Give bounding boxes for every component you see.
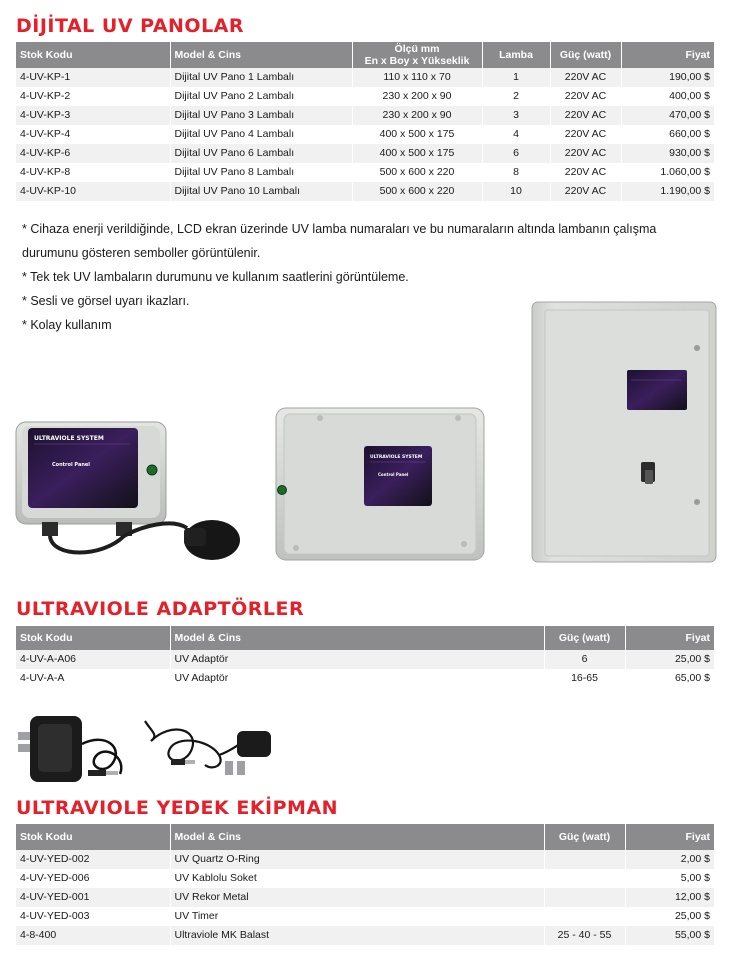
cell-code: 4-UV-YED-006 [16,869,170,888]
header-power: Güç (watt) [550,42,621,68]
table-row [16,650,714,669]
cell-model: UV Timer [170,907,544,926]
cell-code: 4-UV-KP-3 [16,106,170,125]
cell-price: 55,00 $ [625,926,714,945]
table-row [16,669,714,688]
cell-model: Dijital UV Pano 10 Lambalı [170,182,352,201]
header-price: Fiyat [621,42,714,68]
cell-size: 400 x 500 x 175 [352,144,482,163]
cell-model: UV Rekor Metal [170,888,544,907]
cell-code: 4-UV-KP-6 [16,144,170,163]
table-row [16,144,714,163]
table-row [16,87,714,106]
adapters-header-row [16,626,714,650]
cell-lamp: 3 [482,106,550,125]
cell-price: 930,00 $ [621,144,714,163]
cell-price: 2,00 $ [625,850,714,869]
feature-line: * Tek tek UV lambaların durumunu ve kullanım saatlerini görüntüleme. [22,270,409,284]
table-row [16,182,714,201]
feature-line: * Kolay kullanım [22,318,112,332]
cell-lamp: 8 [482,163,550,182]
table-row [16,926,714,945]
cell-power: 220V AC [550,163,621,182]
small-panel-image [12,418,257,568]
header-model: Model & Cins [170,824,544,850]
header-code: Stok Kodu [16,626,170,650]
header-price: Fiyat [625,626,714,650]
cell-size: 500 x 600 x 220 [352,182,482,201]
header-size [352,42,482,68]
table-row [16,869,714,888]
cell-lamp: 1 [482,68,550,87]
table-row [16,850,714,869]
cell-price: 190,00 $ [621,68,714,87]
cell-price: 400,00 $ [621,87,714,106]
cell-code: 4-UV-YED-003 [16,907,170,926]
cell-price: 660,00 $ [621,125,714,144]
cell-code: 4-UV-KP-2 [16,87,170,106]
feature-line: durumunu gösteren semboller görüntülenir. [22,246,261,260]
adapter-image-2 [141,711,281,785]
cell-power: 6 [544,650,625,669]
table-row [16,68,714,87]
device2-brand-label: ULTRAVIOLE SYSTEM [370,455,423,460]
table-row [16,106,714,125]
spares-title: ULTRAVIOLE YEDEK EKİPMAN [16,797,339,819]
cell-model: UV Adaptör [170,669,544,688]
cell-lamp: 10 [482,182,550,201]
cell-code: 4-UV-YED-002 [16,850,170,869]
header-power: Güç (watt) [544,824,625,850]
cell-power: 220V AC [550,182,621,201]
cell-code: 4-8-400 [16,926,170,945]
large-panel-image [531,300,717,564]
adapters-table [16,626,714,688]
cell-model: Ultraviole MK Balast [170,926,544,945]
cell-power: 220V AC [550,125,621,144]
panels-header-row [16,42,714,68]
device1-panel-label: Control Panel [52,462,90,468]
cell-code: 4-UV-A-A06 [16,650,170,669]
cell-power [544,888,625,907]
cell-price: 5,00 $ [625,869,714,888]
table-row [16,163,714,182]
cell-size: 230 x 200 x 90 [352,106,482,125]
cell-power: 25 - 40 - 55 [544,926,625,945]
table-row [16,888,714,907]
panels-table [16,42,714,201]
cell-power [544,907,625,926]
cell-price: 25,00 $ [625,650,714,669]
cell-size: 400 x 500 x 175 [352,125,482,144]
adapter-image-1 [16,704,132,790]
cell-price: 12,00 $ [625,888,714,907]
cell-code: 4-UV-YED-001 [16,888,170,907]
header-code: Stok Kodu [16,42,170,68]
medium-panel-image [274,404,488,562]
cell-power [544,869,625,888]
header-lamp: Lamba [482,42,550,68]
feature-line: * Sesli ve görsel uyarı ikazları. [22,294,190,308]
header-code: Stok Kodu [16,824,170,850]
cell-power: 220V AC [550,106,621,125]
cell-price: 1.060,00 $ [621,163,714,182]
cell-price: 25,00 $ [625,907,714,926]
cell-power: 220V AC [550,144,621,163]
table-row [16,907,714,926]
cell-lamp: 4 [482,125,550,144]
header-size-line1: Ölçü mm [394,43,440,55]
cell-code: 4-UV-KP-8 [16,163,170,182]
cell-model: Dijital UV Pano 4 Lambalı [170,125,352,144]
cell-size: 500 x 600 x 220 [352,163,482,182]
header-size-line2: En x Boy x Yükseklik [364,55,470,67]
header-power: Güç (watt) [544,626,625,650]
table-row [16,125,714,144]
cell-power: 16-65 [544,669,625,688]
spares-table [16,824,714,945]
cell-size: 110 x 110 x 70 [352,68,482,87]
cell-power: 220V AC [550,87,621,106]
cell-code: 4-UV-KP-1 [16,68,170,87]
device2-panel-label: Control Panel [378,472,409,477]
cell-model: Dijital UV Pano 2 Lambalı [170,87,352,106]
cell-model: UV Kablolu Soket [170,869,544,888]
panels-title: DİJİTAL UV PANOLAR [16,15,245,37]
cell-size: 230 x 200 x 90 [352,87,482,106]
header-price: Fiyat [625,824,714,850]
cell-code: 4-UV-KP-10 [16,182,170,201]
cell-model: Dijital UV Pano 3 Lambalı [170,106,352,125]
cell-lamp: 2 [482,87,550,106]
header-model: Model & Cins [170,42,352,68]
header-model: Model & Cins [170,626,544,650]
spares-header-row [16,824,714,850]
cell-price: 470,00 $ [621,106,714,125]
device1-brand-label: ULTRAVIOLE SYSTEM [34,435,104,442]
cell-power [544,850,625,869]
cell-price: 1.190,00 $ [621,182,714,201]
cell-model: Dijital UV Pano 8 Lambalı [170,163,352,182]
cell-price: 65,00 $ [625,669,714,688]
feature-line: * Cihaza enerji verildiğinde, LCD ekran üzerinde UV lamba numaraları ve bu numaraların altında lambanın çalışma [22,222,657,236]
cell-model: Dijital UV Pano 6 Lambalı [170,144,352,163]
cell-code: 4-UV-KP-4 [16,125,170,144]
cell-model: UV Quartz O-Ring [170,850,544,869]
cell-power: 220V AC [550,68,621,87]
cell-model: Dijital UV Pano 1 Lambalı [170,68,352,87]
adapters-title: ULTRAVIOLE ADAPTÖRLER [16,598,305,620]
cell-model: UV Adaptör [170,650,544,669]
cell-lamp: 6 [482,144,550,163]
cell-code: 4-UV-A-A [16,669,170,688]
